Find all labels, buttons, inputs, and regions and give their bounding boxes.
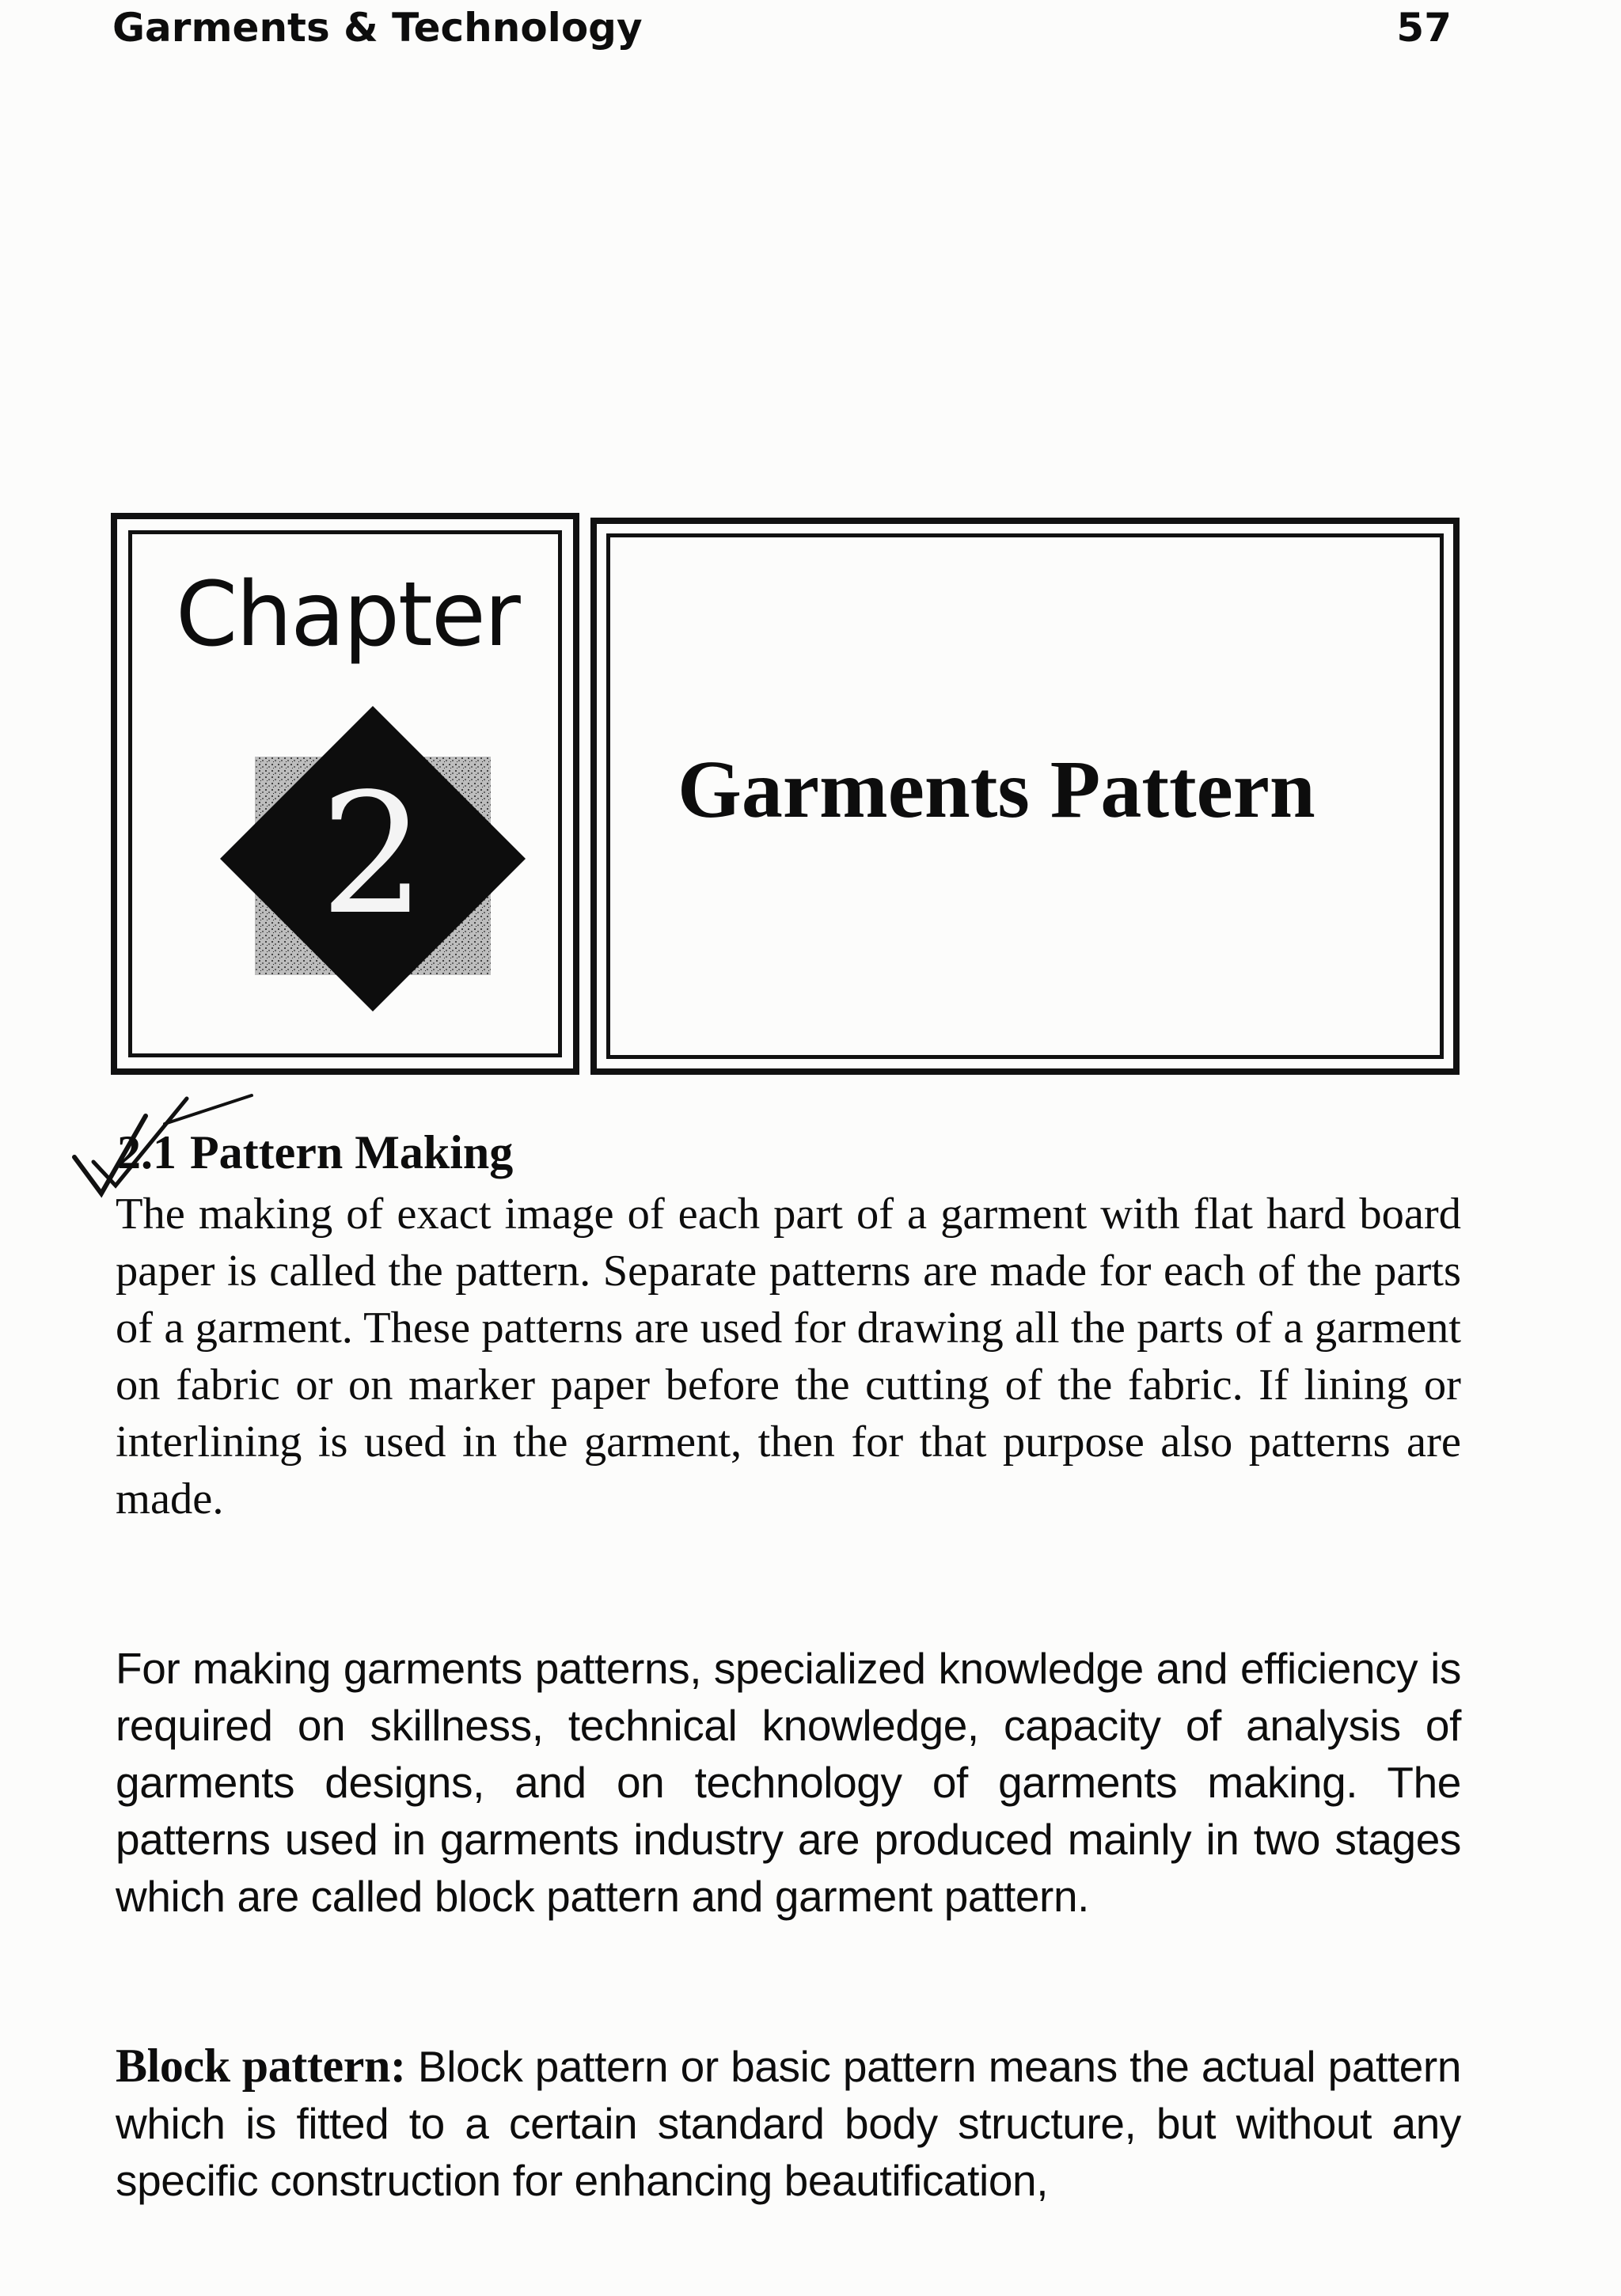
section-heading bbox=[117, 1125, 513, 1180]
paragraph-pattern-knowledge: For making garments patterns, specialized knowledge and efficiency is required on skillness, technical knowledge, capacity of analysis of garments designs, and on technology of garments making. The patterns used in garments industry are produced mainly in two stages which are called block pattern and garment pattern. bbox=[116, 1644, 1461, 1921]
chapter-number: 2 bbox=[320, 757, 426, 951]
section-title: Pattern Making bbox=[190, 1126, 514, 1178]
paragraph-block-pattern bbox=[116, 2037, 1461, 2209]
page-number: 57 bbox=[1396, 5, 1452, 51]
section-number: 2.1 bbox=[117, 1126, 177, 1178]
block-pattern-term: Block pattern: bbox=[116, 2040, 406, 2092]
chapter-number-diamond bbox=[214, 700, 532, 1018]
paragraph-pattern-definition: The making of exact image of each part of a garment with flat hard board paper is called the pattern. Separate patterns are made for each of the parts of a garment. These patterns are used for drawing all the parts of a garment on fabric or on marker paper before the cutting of the fabric. If lining or interlining is used in the garment, then for that purpose also patterns are made. bbox=[116, 1190, 1461, 1524]
chapter-label: Chapter bbox=[176, 564, 519, 666]
chapter-title: Garments Pattern bbox=[678, 744, 1315, 835]
block-pattern-definition: Block pattern or basic pattern means the actual pattern which is fitted to a certain standard body structure, but without any specific construction for enhancing beautification, bbox=[116, 2042, 1462, 2205]
running-header-title: Garments & Technology bbox=[112, 5, 643, 51]
